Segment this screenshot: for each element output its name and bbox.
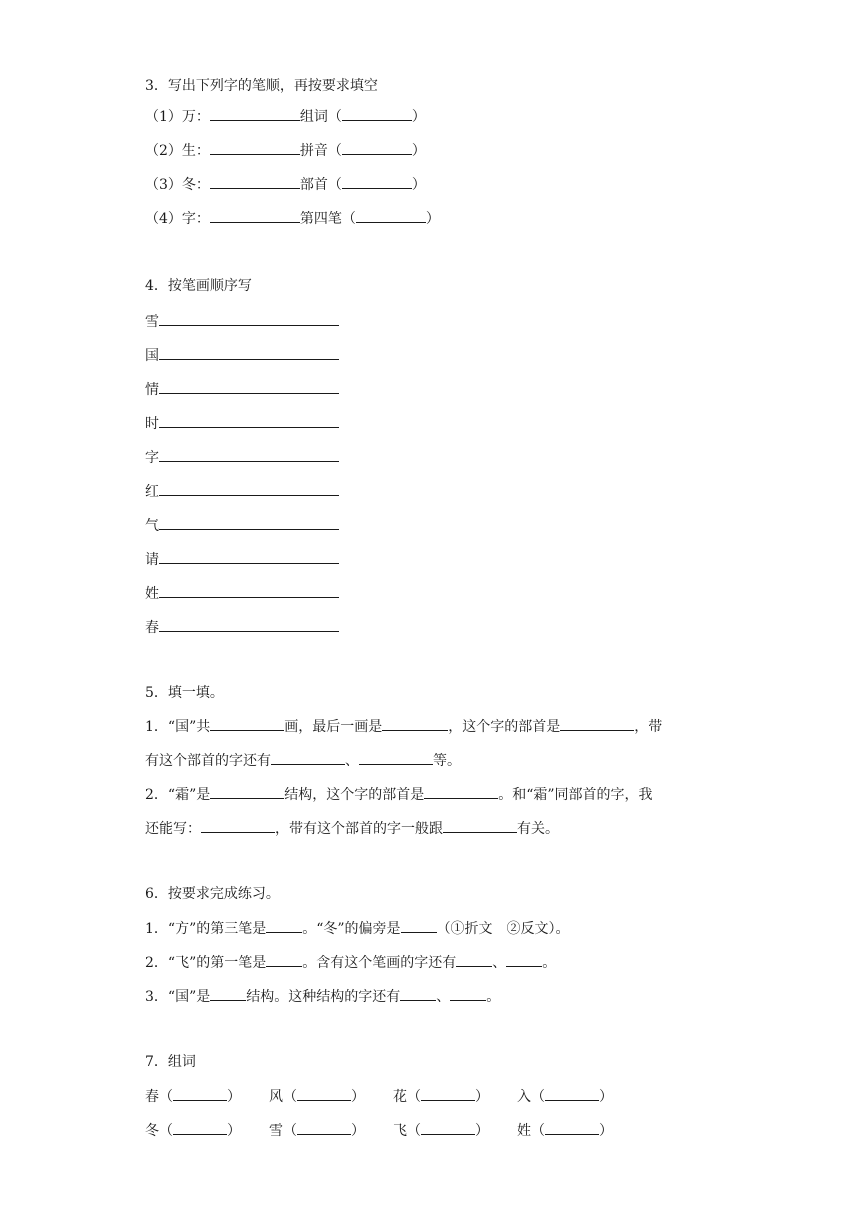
q7-word-blank[interactable] [545, 1086, 599, 1101]
q6-text: 。含有这个笔画的字还有 [302, 955, 457, 971]
q3-item-1-prefix: （1）万： [145, 109, 210, 125]
q5-text: 2．“霜”是 [145, 787, 211, 803]
q7-char: 冬 [145, 1123, 159, 1139]
q5-blank[interactable] [201, 818, 275, 833]
q4-stroke-blank[interactable] [159, 379, 339, 394]
q6-line-2 [145, 952, 556, 972]
q3-item-1-close: ） [411, 109, 426, 125]
q4-char: 雪 [145, 314, 159, 330]
q4-char: 气 [145, 518, 159, 534]
q5-text: 还能写： [145, 821, 201, 837]
q6-text: （①折文 ②反文）。 [436, 921, 570, 937]
q3-item-3 [145, 174, 426, 194]
q7-paren: （ [531, 1123, 545, 1139]
q7-paren: （ [283, 1089, 297, 1105]
q7-char: 入 [517, 1089, 531, 1105]
q6-blank[interactable] [401, 918, 437, 933]
q6-blank[interactable] [400, 986, 436, 1001]
q7-char: 花 [393, 1089, 407, 1105]
q3-item-4-task: 第四笔（ [299, 211, 356, 227]
q5-blank[interactable] [210, 716, 284, 731]
q6-text: 。 [542, 955, 557, 971]
q5-blank[interactable] [359, 750, 433, 765]
q4-char: 请 [145, 552, 159, 568]
q6-text: 结构。这种结构的字还有 [246, 989, 401, 1005]
q3-answer-blank-2[interactable] [342, 140, 412, 155]
q7-row-2 [145, 1120, 613, 1140]
q5-blank[interactable] [443, 818, 517, 833]
q7-paren: （ [531, 1089, 545, 1105]
q7-word-blank[interactable] [545, 1120, 599, 1135]
q7-title: 7．组词 [145, 1054, 196, 1070]
q4-row-10 [145, 617, 339, 637]
q4-char: 时 [145, 416, 159, 432]
q3-item-3-task: 部首（ [299, 177, 342, 193]
q6-title: 6．按要求完成练习。 [145, 886, 280, 902]
q6-text: 。“冬”的偏旁是 [302, 921, 401, 937]
q4-row-1 [145, 311, 339, 331]
q5-text: 1．“国”共 [145, 719, 211, 735]
q3-item-3-prefix: （3）冬： [145, 177, 210, 193]
q3-item-4-prefix: （4）字： [145, 211, 210, 227]
q6-blank[interactable] [450, 986, 486, 1001]
q5-text: 。和“霜”同部首的字，我 [498, 787, 653, 803]
q3-item-3-close: ） [411, 177, 426, 193]
q5-line-1 [145, 716, 662, 736]
q4-stroke-blank[interactable] [159, 413, 339, 428]
q4-char: 字 [145, 450, 159, 466]
q7-char: 雪 [269, 1123, 283, 1139]
q4-stroke-blank[interactable] [159, 515, 339, 530]
q4-row-2 [145, 345, 339, 365]
q3-stroke-blank-4[interactable] [210, 208, 300, 223]
q7-paren: ） [227, 1089, 241, 1105]
q7-word-blank[interactable] [421, 1086, 475, 1101]
q3-title: 3．写出下列字的笔顺，再按要求填空 [145, 78, 378, 94]
q5-text: ，带 [634, 719, 663, 735]
q5-blank[interactable] [382, 716, 448, 731]
q4-stroke-blank[interactable] [159, 549, 339, 564]
q4-stroke-blank[interactable] [159, 617, 339, 632]
q5-text: 结构，这个字的部首是 [284, 787, 425, 803]
q5-blank[interactable] [210, 784, 284, 799]
q6-text: 、 [492, 955, 507, 971]
q7-word-blank[interactable] [173, 1120, 227, 1135]
q7-paren: （ [159, 1123, 173, 1139]
q7-paren: （ [407, 1123, 421, 1139]
q5-text: 等。 [433, 753, 461, 769]
q7-word-blank[interactable] [297, 1120, 351, 1135]
q4-stroke-blank[interactable] [159, 311, 339, 326]
q7-char: 姓 [517, 1123, 531, 1139]
q6-line-3 [145, 986, 500, 1006]
q3-item-1 [145, 106, 426, 126]
q4-row-7 [145, 515, 339, 535]
q5-text: 有关。 [517, 821, 559, 837]
q3-item-2-close: ） [411, 143, 426, 159]
q5-text: ，这个字的部首是 [448, 719, 561, 735]
q4-char: 春 [145, 620, 159, 636]
q6-blank[interactable] [210, 986, 246, 1001]
q7-word-blank[interactable] [421, 1120, 475, 1135]
q7-char: 春 [145, 1089, 159, 1105]
q3-item-2 [145, 140, 426, 160]
q4-row-6 [145, 481, 339, 501]
q4-row-9 [145, 583, 339, 603]
q5-line-3 [145, 784, 653, 804]
q7-paren: （ [159, 1089, 173, 1105]
q3-stroke-blank-2[interactable] [210, 140, 300, 155]
q3-item-1-task: 组词（ [299, 109, 342, 125]
q6-text: 2．“飞”的第一笔是 [145, 955, 267, 971]
q3-answer-blank-4[interactable] [356, 208, 426, 223]
q7-paren: ） [351, 1123, 365, 1139]
q5-title: 5．填一填。 [145, 685, 224, 701]
q5-blank[interactable] [560, 716, 634, 731]
q7-paren: （ [283, 1123, 297, 1139]
q3-answer-blank-3[interactable] [342, 174, 412, 189]
q7-paren: ） [475, 1089, 489, 1105]
q5-blank[interactable] [271, 750, 345, 765]
q5-text: 、 [345, 753, 359, 769]
q5-text: 画，最后一画是 [284, 719, 383, 735]
q3-answer-blank-1[interactable] [342, 106, 412, 121]
q4-stroke-blank[interactable] [159, 345, 339, 360]
q6-text: 、 [436, 989, 451, 1005]
q5-text: 有这个部首的字还有 [145, 753, 271, 769]
q3-stroke-blank-1[interactable] [210, 106, 300, 121]
q7-row-1 [145, 1086, 613, 1106]
q7-paren: ） [599, 1089, 613, 1105]
q5-line-2 [145, 750, 461, 770]
q4-char: 姓 [145, 586, 159, 602]
q4-char: 国 [145, 348, 159, 364]
q7-paren: ） [475, 1123, 489, 1139]
q4-row-4 [145, 413, 339, 433]
q7-word-blank[interactable] [173, 1086, 227, 1101]
q6-blank[interactable] [266, 918, 302, 933]
q7-char: 风 [269, 1089, 283, 1105]
q6-blank[interactable] [266, 952, 302, 967]
q6-blank[interactable] [506, 952, 542, 967]
q3-item-2-task: 拼音（ [299, 143, 342, 159]
q7-word-blank[interactable] [297, 1086, 351, 1101]
q4-title: 4．按笔画顺序写 [145, 278, 252, 294]
q4-row-8 [145, 549, 339, 569]
q5-text: ，带有这个部首的字一般跟 [275, 821, 443, 837]
q4-row-5 [145, 447, 339, 467]
q4-row-3 [145, 379, 339, 399]
q5-line-4 [145, 818, 559, 838]
q4-char: 情 [145, 382, 159, 398]
q3-item-4-close: ） [425, 211, 440, 227]
q3-item-2-prefix: （2）生： [145, 143, 210, 159]
q6-text: 3．“国”是 [145, 989, 211, 1005]
q7-paren: （ [407, 1089, 421, 1105]
q3-stroke-blank-3[interactable] [210, 174, 300, 189]
q4-stroke-blank[interactable] [159, 583, 339, 598]
q4-stroke-blank[interactable] [159, 481, 339, 496]
q4-stroke-blank[interactable] [159, 447, 339, 462]
q7-paren: ） [227, 1123, 241, 1139]
q6-line-1 [145, 918, 570, 938]
q6-text: 1．“方”的第三笔是 [145, 921, 267, 937]
q5-blank[interactable] [424, 784, 498, 799]
q7-char: 飞 [393, 1123, 407, 1139]
q3-item-4 [145, 208, 440, 228]
q6-blank[interactable] [456, 952, 492, 967]
q6-text: 。 [486, 989, 501, 1005]
q7-paren: ） [351, 1089, 365, 1105]
q7-paren: ） [599, 1123, 613, 1139]
q4-char: 红 [145, 484, 159, 500]
